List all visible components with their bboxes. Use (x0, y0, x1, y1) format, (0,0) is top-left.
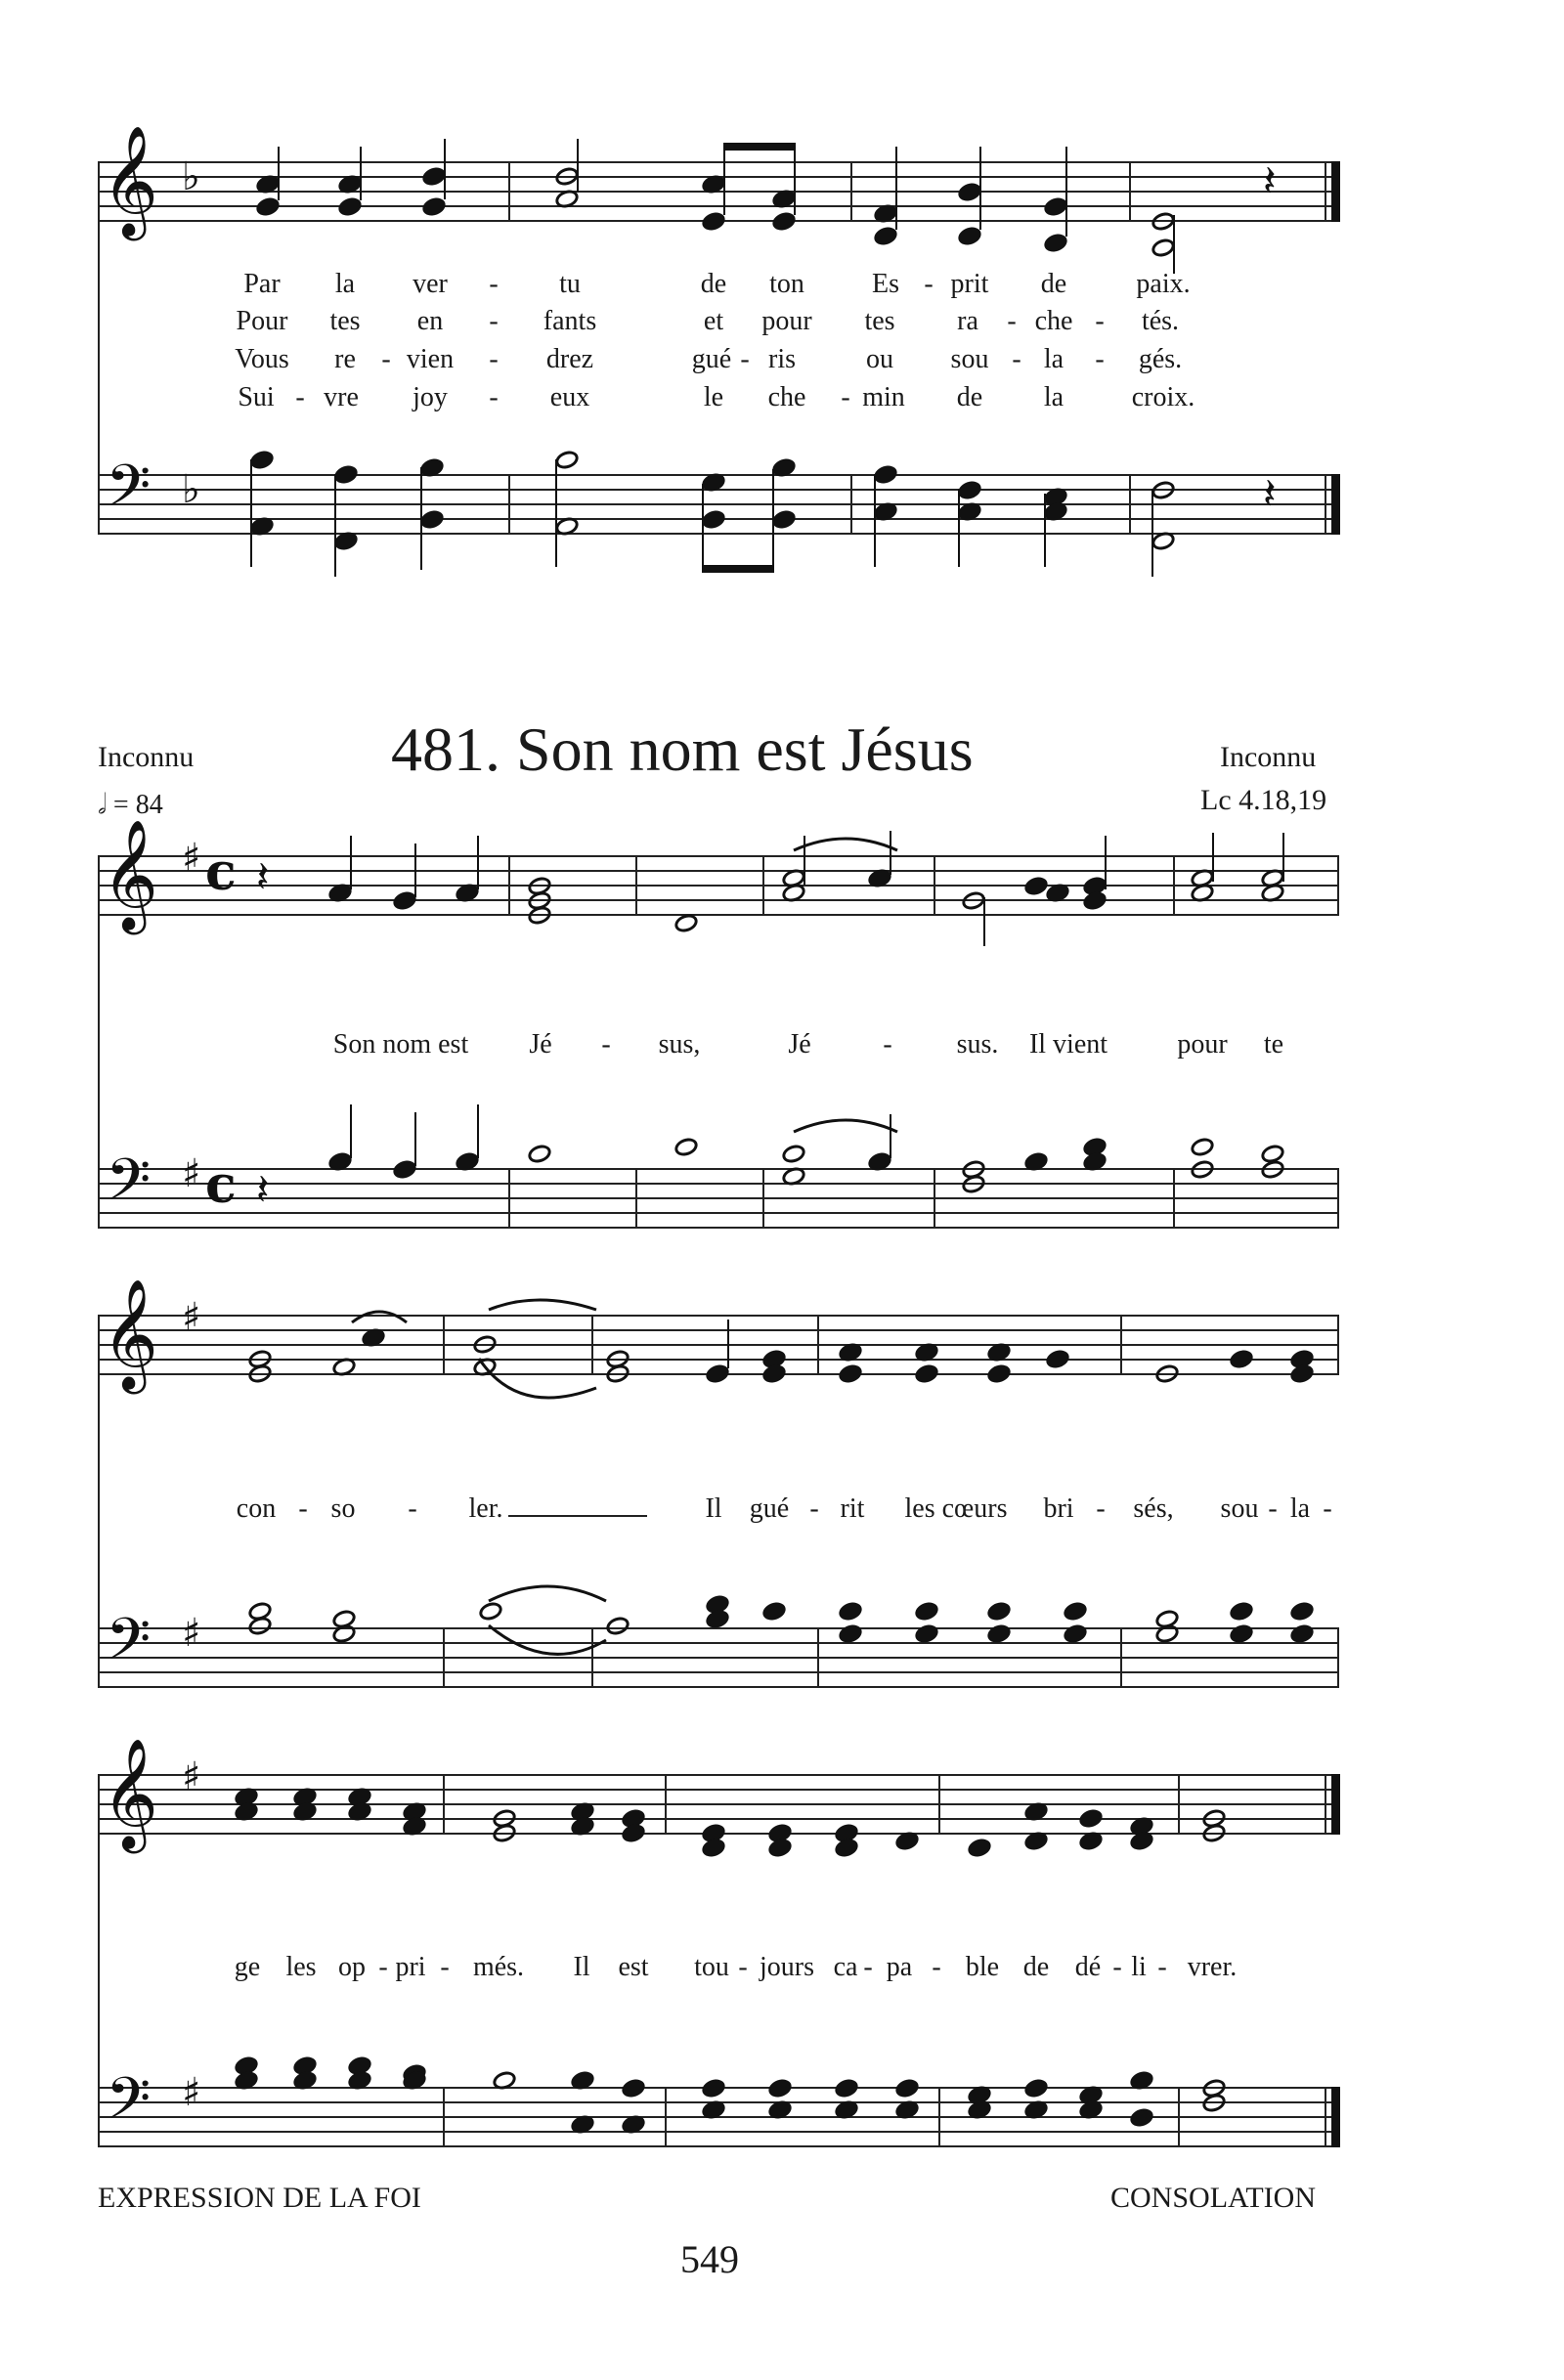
lyric: ge (234, 1952, 261, 1982)
lyric: croix. (1131, 382, 1195, 412)
lyric: - (863, 1952, 873, 1982)
treble-clef-icon: 𝄞 (102, 1738, 158, 1849)
hymn-title: 481. Son nom est Jésus (391, 714, 974, 784)
lyric: sou (950, 344, 989, 374)
flat-icon: ♭ (182, 154, 200, 199)
lyric: - (809, 1493, 819, 1524)
lyric: - (1268, 1493, 1278, 1524)
tie-icon (792, 1114, 899, 1134)
lyric: te (1263, 1029, 1284, 1060)
lyric: de (956, 382, 983, 412)
lyric: - (1095, 344, 1105, 374)
lyric: - (489, 382, 499, 412)
lyric: sou (1220, 1493, 1259, 1524)
lyric: més. (472, 1952, 525, 1982)
lyric: tes (864, 306, 895, 336)
lyric: - (489, 306, 499, 336)
sharp-icon: ♯ (182, 1295, 201, 1340)
lyric: - (1112, 1952, 1122, 1982)
lyric: con (236, 1493, 277, 1524)
lyric: Jé (529, 1029, 552, 1060)
lyric: les cœurs (904, 1493, 1008, 1524)
lyric: vrer. (1187, 1952, 1238, 1982)
lyric: dé (1074, 1952, 1102, 1982)
lyric: la (1043, 382, 1064, 412)
melisma-line (508, 1515, 647, 1517)
lyric: - (408, 1493, 417, 1524)
lyric: vien (406, 344, 455, 374)
quarter-rest-icon: 𝄽 (256, 852, 270, 902)
lyric: re (334, 344, 356, 374)
lyric: - (298, 1493, 308, 1524)
treble-clef-icon: 𝄞 (102, 1278, 158, 1390)
bass-clef-icon: 𝄢 (106, 2064, 152, 2146)
lyric: de (700, 269, 727, 299)
lyric: - (378, 1952, 388, 1982)
quarter-rest-icon: 𝄽 (1263, 156, 1277, 206)
treble-clef-icon: 𝄞 (102, 125, 158, 237)
lyric: tu (559, 269, 581, 299)
lyric: sés, (1133, 1493, 1174, 1524)
music-author: Inconnu (1220, 741, 1317, 773)
lyric: Il vient (1028, 1029, 1108, 1060)
lyric: gés. (1138, 344, 1183, 374)
slur-icon (350, 1305, 409, 1324)
lyric: - (1157, 1952, 1167, 1982)
lyric: Il (705, 1493, 722, 1524)
tempo-marking: 𝅗𝅥 = 84 (98, 790, 163, 820)
lyric: - (932, 1952, 941, 1982)
lyric: - (1323, 1493, 1332, 1524)
lyric: gué (691, 344, 732, 374)
lyric: - (1096, 1493, 1106, 1524)
sharp-icon: ♯ (182, 2070, 201, 2115)
lyric: Jé (788, 1029, 811, 1060)
tie-icon (479, 1581, 616, 1660)
common-time-icon: c (205, 1155, 237, 1215)
lyric: Il (573, 1952, 590, 1982)
lyric: rit (840, 1493, 865, 1524)
bass-clef-icon: 𝄢 (106, 1146, 152, 1228)
lyric: ca (833, 1952, 858, 1982)
lyric: joy (413, 382, 448, 412)
lyric: min (862, 382, 905, 412)
lyric: - (489, 344, 499, 374)
lyric: che (767, 382, 806, 412)
lyric: Vous (235, 344, 289, 374)
page-number: 549 (680, 2237, 739, 2281)
lyric: ra (957, 306, 978, 336)
common-time-icon: c (205, 843, 237, 902)
lyric: - (381, 344, 391, 374)
lyric: tés. (1141, 306, 1180, 336)
lyric: fants (543, 306, 597, 336)
lyric: op (338, 1952, 366, 1982)
lyric: ton (769, 269, 804, 299)
lyric: tou (694, 1952, 729, 1982)
sharp-icon: ♯ (182, 1151, 201, 1196)
treble-clef-icon: 𝄞 (102, 819, 158, 930)
lyric: Par (243, 269, 281, 299)
lyric: ler. (468, 1493, 503, 1524)
lyric: li (1131, 1952, 1147, 1982)
lyric: pri (395, 1952, 426, 1982)
lyric: ris (768, 344, 796, 374)
lyric: - (1095, 306, 1105, 336)
lyric: pour (761, 306, 812, 336)
lyric: gué (749, 1493, 790, 1524)
lyric: pour (1177, 1029, 1228, 1060)
lyric: Pour (236, 306, 288, 336)
lyric: prit (950, 269, 989, 299)
lyric: ver (413, 269, 448, 299)
lyric: le (703, 382, 724, 412)
lyric: Son nom est (332, 1029, 469, 1060)
lyric: ou (866, 344, 893, 374)
sharp-icon: ♯ (182, 1611, 201, 1656)
lyric: la (1289, 1493, 1311, 1524)
lyric: la (1043, 344, 1064, 374)
section-label-right: CONSOLATION (1110, 2182, 1316, 2214)
lyric: - (440, 1952, 450, 1982)
bass-clef-icon: 𝄢 (106, 1605, 152, 1687)
lyric: jours (760, 1952, 814, 1982)
lyric: de (1022, 1952, 1050, 1982)
lyric: ble (965, 1952, 1000, 1982)
lyric: drez (545, 344, 594, 374)
sharp-icon: ♯ (182, 1754, 201, 1799)
quarter-rest-icon: 𝄽 (256, 1165, 270, 1215)
tie-icon (792, 833, 899, 852)
lyric: - (924, 269, 934, 299)
flat-icon: ♭ (182, 467, 200, 512)
sharp-icon: ♯ (182, 836, 201, 881)
scripture-reference: Lc 4.18,19 (1200, 784, 1327, 816)
lyric: - (738, 1952, 748, 1982)
lyric: pa (886, 1952, 913, 1982)
lyric: Sui (238, 382, 275, 412)
lyric: eux (549, 382, 590, 412)
section-label-left: EXPRESSION DE LA FOI (98, 2182, 421, 2214)
lyric: les (285, 1952, 317, 1982)
lyric: - (1012, 344, 1021, 374)
lyric: en (416, 306, 444, 336)
lyric: paix. (1136, 269, 1191, 299)
tie-icon (469, 1300, 606, 1417)
lyric: sus, (658, 1029, 701, 1060)
lyric: che (1034, 306, 1073, 336)
lyric: de (1040, 269, 1067, 299)
words-author: Inconnu (98, 741, 195, 773)
lyric: - (883, 1029, 892, 1060)
lyric: et (703, 306, 724, 336)
lyric: la (334, 269, 356, 299)
lyric: bri (1043, 1493, 1074, 1524)
lyric: est (618, 1952, 649, 1982)
lyric: - (1007, 306, 1017, 336)
lyric: tes (329, 306, 361, 336)
lyric: so (330, 1493, 356, 1524)
lyric: - (740, 344, 750, 374)
lyric: sus. (956, 1029, 999, 1060)
lyric: - (601, 1029, 611, 1060)
lyric: - (841, 382, 850, 412)
quarter-rest-icon: 𝄽 (1263, 469, 1277, 519)
lyric: - (489, 269, 499, 299)
bass-clef-icon: 𝄢 (106, 452, 152, 534)
lyric: - (295, 382, 305, 412)
lyric: vre (324, 382, 359, 412)
lyric: Es (872, 269, 899, 299)
